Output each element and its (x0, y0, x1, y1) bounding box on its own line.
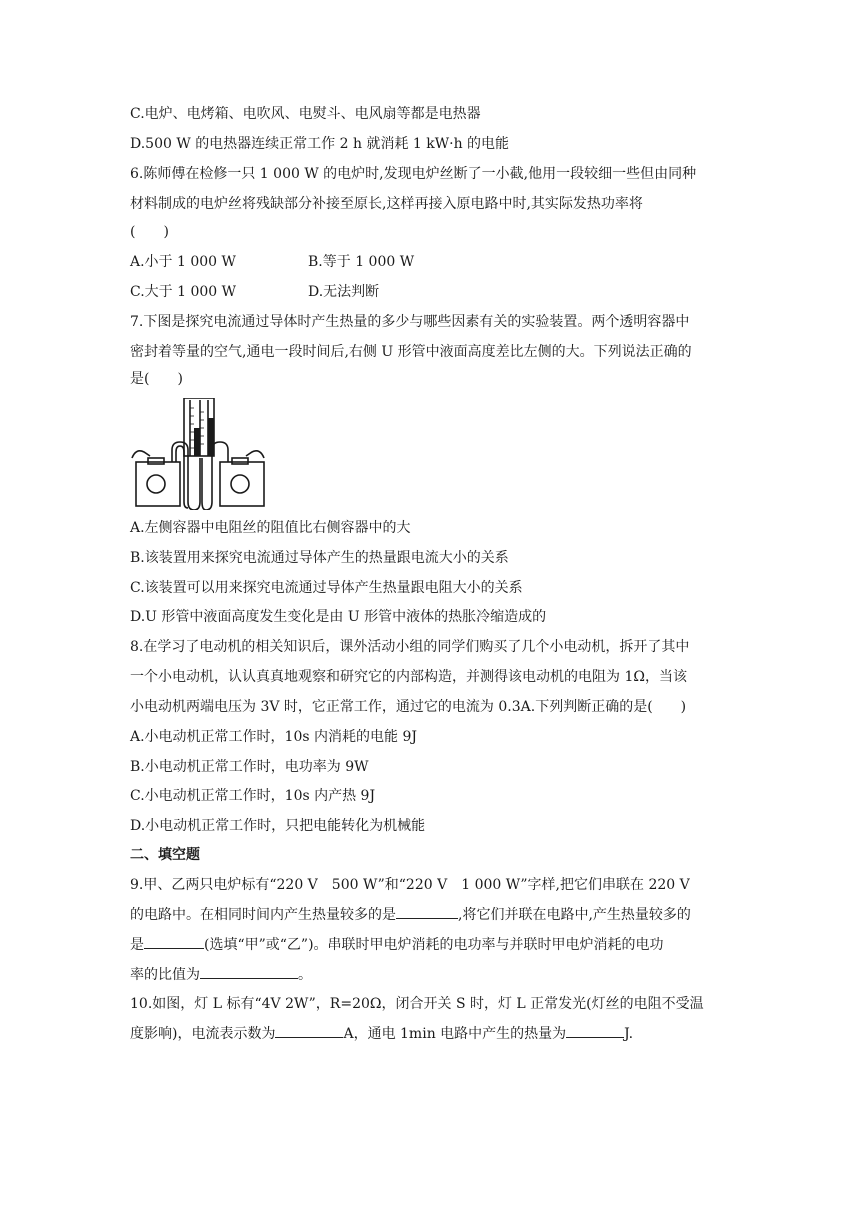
q7-stem-line3: 是( ) (130, 371, 183, 387)
q9-blank-3[interactable] (200, 964, 298, 979)
q9-blank-1[interactable] (396, 904, 458, 919)
q9-stem-line4 (130, 964, 312, 985)
q8-stem-line3: 小电动机两端电压为 3V 时，它正常工作，通过它的电流为 0.3A.下列判断正确的是( ) (130, 699, 687, 715)
q7-option-b: B.该装置用来探究电流通过导体产生的热量跟电流大小的关系 (130, 550, 509, 566)
q9-text: 。 (298, 967, 312, 983)
q9-text: 率的比值为 (130, 967, 200, 983)
q7-stem-line1: 7.下图是探究电流通过导体时产生热量的多少与哪些因素有关的实验装置。两个透明容器中 (130, 314, 690, 330)
q8-stem-line2: 一个小电动机，认认真真地观察和研究它的内部构造，并测得该电动机的电阻为 1Ω，当该 (130, 669, 687, 685)
q9-stem-line3 (130, 934, 664, 955)
q7-option-a: A.左侧容器中电阻丝的阻值比右侧容器中的大 (130, 520, 411, 536)
u-tube-apparatus-figure (128, 398, 268, 510)
q8-option-a: A.小电动机正常工作时，10s 内消耗的电能 9J (130, 729, 417, 745)
q7-option-d: D.U 形管中液面高度发生变化是由 U 形管中液体的热胀冷缩造成的 (130, 609, 547, 625)
q6-option-c: C.大于 1 000 W (130, 284, 237, 300)
q10-text: A，通电 1min 电路中产生的热量为 (343, 1026, 567, 1042)
q9-text: ,将它们并联在电路中,产生热量较多的 (458, 907, 691, 923)
q6-option-b: B.等于 1 000 W (308, 254, 415, 270)
q10-blank-1[interactable] (275, 1023, 343, 1038)
q8-option-c: C.小电动机正常工作时，10s 内产热 9J (130, 788, 376, 804)
q5-option-d: D.500 W 的电热器连续正常工作 2 h 就消耗 1 kW·h 的电能 (130, 136, 510, 152)
q6-stem-line2: 材料制成的电炉丝将残缺部分补接至原长,这样再接入原电路中时,其实际发热功率将 (130, 196, 643, 212)
q9-stem-line2 (130, 904, 691, 925)
right-container (220, 462, 264, 506)
q9-text: 的电路中。在相同时间内产生热量较多的是 (130, 907, 396, 923)
q8-stem-line1: 8.在学习了电动机的相关知识后，课外活动小组的同学们购买了几个小电动机，拆开了其中 (130, 639, 690, 655)
q10-blank-2[interactable] (566, 1023, 624, 1038)
q5-option-c: C.电炉、电烤箱、电吹风、电熨斗、电风扇等都是电热器 (130, 106, 481, 122)
q6-stem-line1: 6.陈师傅在检修一只 1 000 W 的电炉时,发现电炉丝断了一小截,他用一段较细一些但由同种 (130, 166, 697, 182)
q9-text: 是 (130, 937, 144, 953)
q8-option-d: D.小电动机正常工作时，只把电能转化为机械能 (130, 818, 426, 834)
right-liquid-column (208, 418, 214, 456)
q7-option-c: C.该装置可以用来探究电流通过导体产生热量跟电阻大小的关系 (130, 580, 523, 596)
q9-blank-2[interactable] (144, 934, 204, 949)
q6-option-d: D.无法判断 (308, 284, 380, 300)
right-resistor-coil (231, 475, 249, 493)
q10-stem-line2 (130, 1023, 633, 1044)
q7-stem-line2: 密封着等量的空气,通电一段时间后,右侧 U 形管中液面高度差比左侧的大。下列说法正确的 (130, 344, 692, 360)
q9-stem-line1: 9.甲、乙两只电炉标有“220 V 500 W”和“220 V 1 000 W”字样,把它们串联在 220 V (130, 877, 690, 893)
q8-option-b: B.小电动机正常工作时，电功率为 9W (130, 759, 369, 775)
q6-answer-blank: ( ) (130, 224, 169, 240)
q6-option-a: A.小于 1 000 W (130, 254, 236, 270)
left-container (136, 462, 180, 506)
left-resistor-coil (147, 475, 165, 493)
q10-text: J. (624, 1026, 634, 1042)
q10-stem-line1: 10.如图，灯 L 标有“4V 2W”，R=20Ω，闭合开关 S 时，灯 L 正常发光(灯丝的电阻不受温 (130, 996, 704, 1012)
section-title-fill-in: 二、填空题 (130, 847, 200, 863)
left-liquid-column (194, 428, 200, 456)
q9-text: (选填“甲”或“乙”)。串联时甲电炉消耗的电功率与并联时甲电炉消耗的电功 (204, 937, 664, 953)
q10-text: 度影响)，电流表示数为 (130, 1026, 276, 1042)
